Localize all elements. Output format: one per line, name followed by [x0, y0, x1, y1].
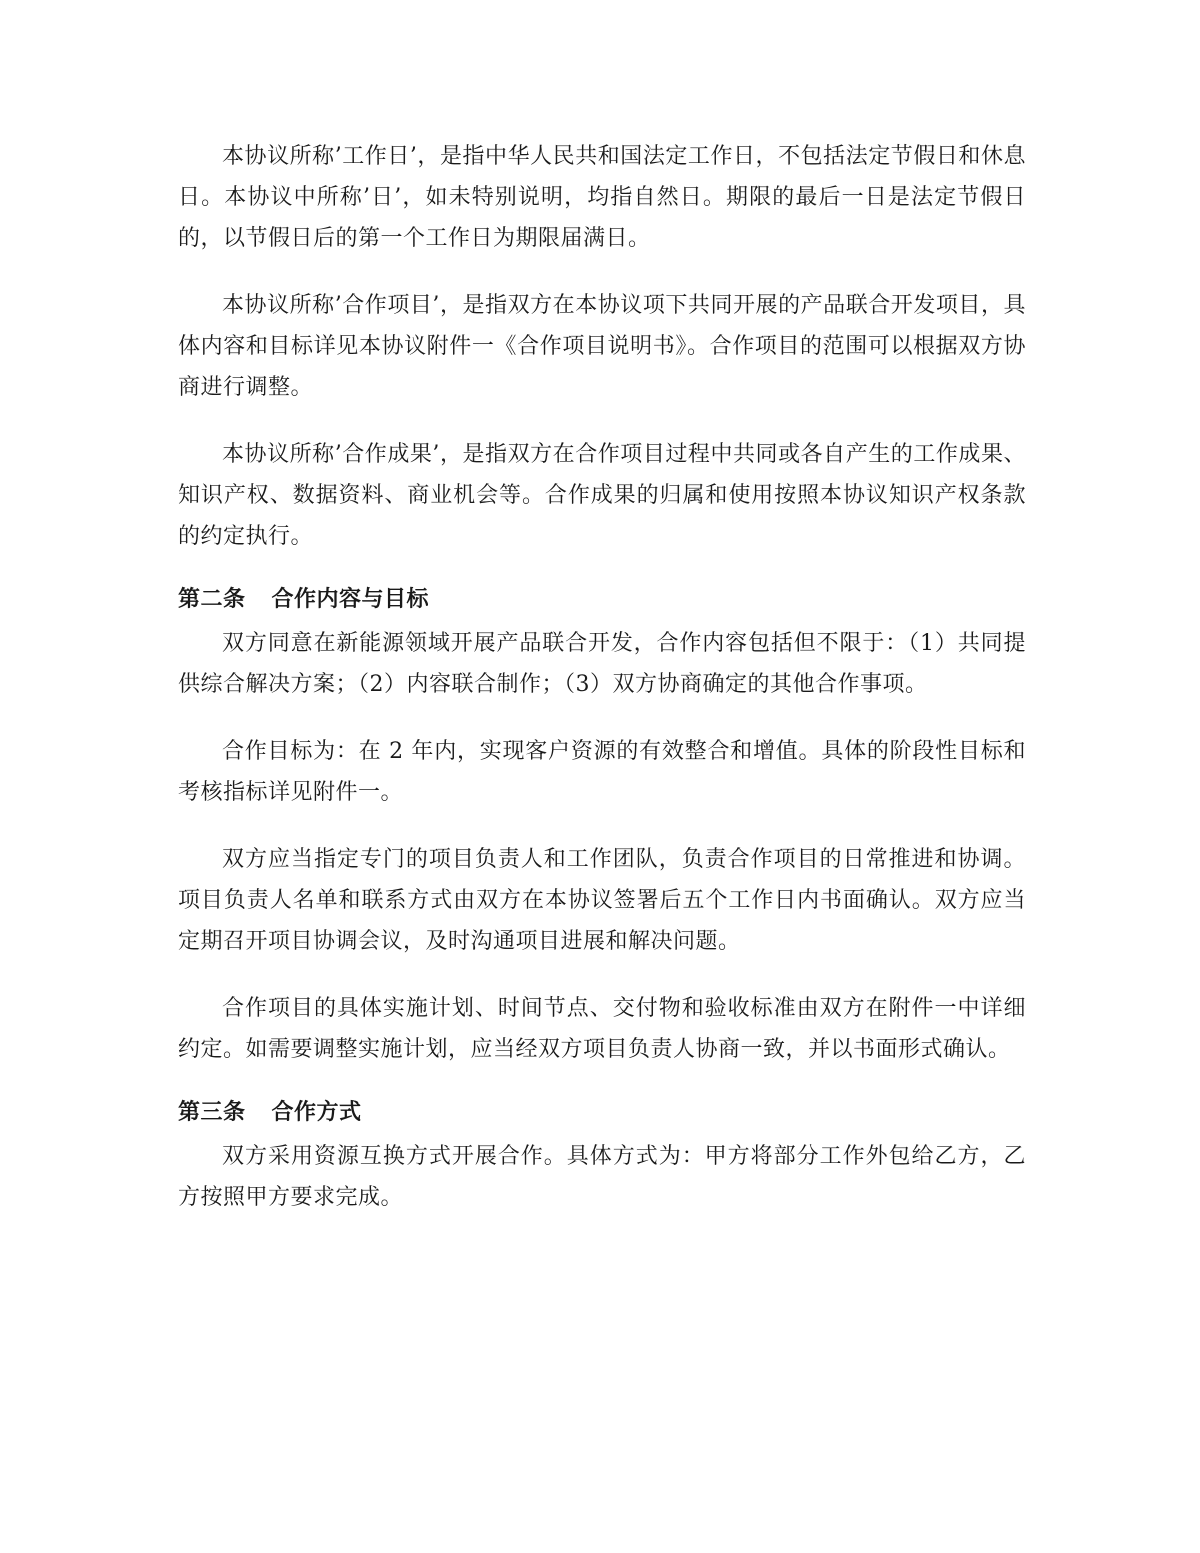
article-2-number: 第二条	[178, 587, 246, 612]
article-3-title: 合作方式	[271, 1100, 362, 1125]
article-2-title: 合作内容与目标	[271, 587, 430, 612]
article-2-paragraph: 合作目标为：在 2 年内，实现客户资源的有效整合和增值。具体的阶段性目标和考核指标详见附件一。	[178, 739, 1026, 805]
definition-workday-paragraph: 本协议所称’工作日’，是指中华人民共和国法定工作日，不包括法定节假日和休息日。本协议中所称’日’，如未特别说明，均指自然日。期限的最后一日是法定节假日的，以节假日后的第一个工作日为期限届满日。	[178, 144, 1026, 251]
article-2-paragraph: 合作项目的具体实施计划、时间节点、交付物和验收标准由双方在附件一中详细约定。如需要调整实施计划，应当经双方项目负责人协商一致，并以书面形式确认。	[178, 996, 1026, 1062]
article-2-heading	[178, 583, 1026, 617]
document-page	[178, 136, 1026, 1218]
article-3-paragraph: 双方采用资源互换方式开展合作。具体方式为：甲方将部分工作外包给乙方，乙方按照甲方要求完成。	[178, 1144, 1026, 1210]
article-2-paragraph: 双方同意在新能源领域开展产品联合开发，合作内容包括但不限于：（1）共同提供综合解决方案；（2）内容联合制作；（3）双方协商确定的其他合作事项。	[178, 631, 1026, 697]
definition-results-paragraph: 本协议所称’合作成果’，是指双方在合作项目过程中共同或各自产生的工作成果、知识产权、数据资料、商业机会等。合作成果的归属和使用按照本协议知识产权条款的约定执行。	[178, 442, 1026, 549]
definition-project-paragraph: 本协议所称’合作项目’，是指双方在本协议项下共同开展的产品联合开发项目，具体内容和目标详见本协议附件一《合作项目说明书》。合作项目的范围可以根据双方协商进行调整。	[178, 293, 1026, 400]
article-3-heading	[178, 1096, 1026, 1130]
article-2-paragraph: 双方应当指定专门的项目负责人和工作团队，负责合作项目的日常推进和协调。项目负责人名单和联系方式由双方在本协议签署后五个工作日内书面确认。双方应当定期召开项目协调会议，及时沟通项目进展和解决问题。	[178, 847, 1026, 954]
article-3-number: 第三条	[178, 1100, 246, 1125]
